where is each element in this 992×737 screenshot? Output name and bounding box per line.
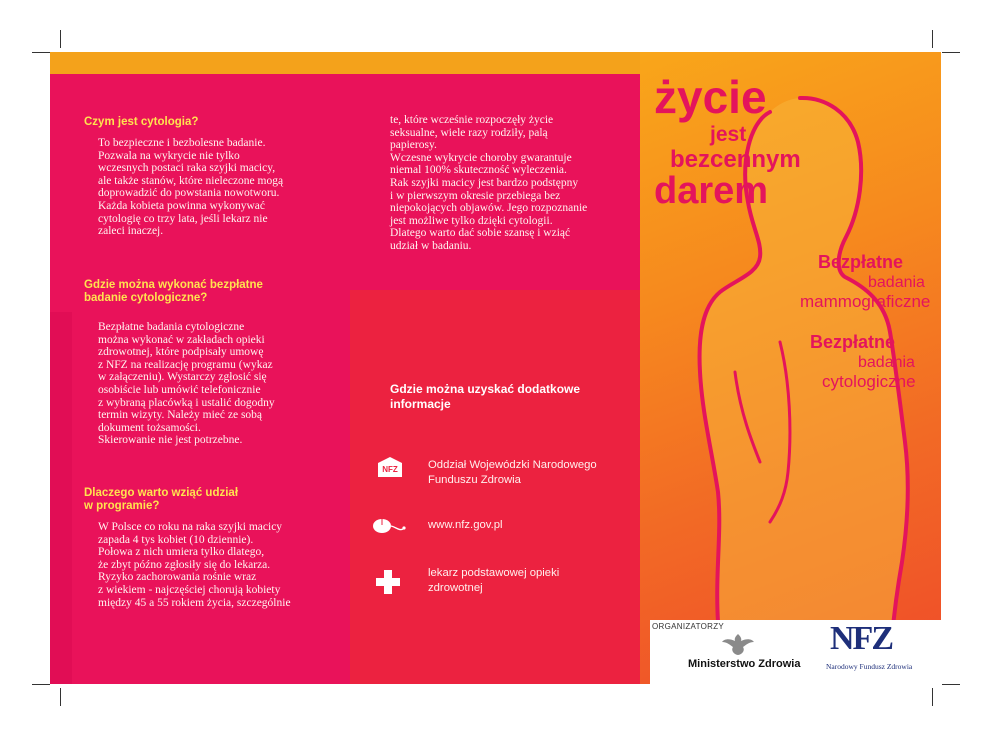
nfz-badge-icon	[376, 456, 404, 478]
left-panel-edge	[50, 312, 72, 684]
eagle-icon	[721, 632, 755, 656]
benefit-mammography-line2: badania	[868, 274, 925, 291]
crop-mark	[932, 30, 933, 48]
crop-mark	[932, 688, 933, 706]
crop-mark	[32, 684, 50, 685]
benefit-mammography-bold: Bezpłatne	[818, 252, 904, 272]
nfz-full-name: Narodowy Fundusz Zdrowia	[826, 662, 913, 671]
cover-title-darem: darem	[654, 170, 769, 212]
cover-panel	[640, 52, 941, 684]
benefit-cytology-line3: cytologiczne	[822, 372, 916, 391]
benefit-mammography-line3: mammograficzne	[800, 292, 931, 311]
benefit-cytology-line2: badania	[858, 354, 915, 371]
leaflet-sheet	[50, 52, 941, 684]
ministry-name: Ministerstwo Zdrowia	[688, 658, 801, 670]
nfz-badge-label: NFZ	[382, 465, 398, 474]
section-heading-what-is-cytology: Czym jest cytologia?	[84, 116, 199, 128]
cover-title-bezcennym: bezcennym	[670, 146, 801, 173]
info-item-branch: Oddział Wojewódzki Narodowego Funduszu Zdrowia	[428, 459, 597, 486]
info-heading: Gdzie można uzyskać dodatkowe informacje	[390, 382, 581, 411]
section-text-where: Bezpłatne badania cytologiczne można wykonać w zakładach opieki zdrowotnej, które podpisały umowę z NFZ na realizację programu (wykaz w załączeniu). Wystarczy zgłosić się osobiście lub umówić telefonicznie z wybraną placówką i ustalić dogodny termin wizyty. Należy mieć ze sobą dokument tożsamości. Skierowanie nie jest potrzebne.	[98, 321, 275, 447]
benefit-cytology-bold: Bezpłatne	[810, 332, 896, 352]
crop-mark	[942, 52, 960, 53]
middle-text: te, które wcześnie rozpoczęły życie seksualne, wiele razy rodziły, palą papierosy. Wczesne wykrycie choroby gwarantuje niemal 100% skuteczność wyleczenia. Rak szyjki macicy jest bardzo podstępny i w pierwszym okresie przebiega bez niepokojących objawów. Jego rozpoznanie jest możliwe tylko dzięki cytologii. Dlatego warto dać sobie szansę i wziąć udział w badaniu.	[390, 114, 588, 252]
cover-title-jest: jest	[710, 123, 747, 146]
crop-mark	[60, 30, 61, 48]
nfz-logo: NFZ	[830, 620, 892, 657]
mouse-icon	[372, 515, 408, 537]
section-heading-why: Dlaczego warto wziąć udział w programie?	[84, 487, 239, 512]
crop-mark	[60, 688, 61, 706]
info-item-doctor: lekarz podstawowej opieki zdrowotnej	[428, 567, 560, 594]
section-text-why: W Polsce co roku na raka szyjki macicy zapada 4 tys kobiet (10 dziennie). Połowa z nich umiera tylko dlatego, że zbyt późno zgłosiły się do lekarza. Ryzyko zachorowania rośnie wraz z wiekiem - najczęściej chorują kobiety między 45 a 55 rokiem życia, szczególnie	[98, 521, 291, 609]
cross-icon	[376, 570, 400, 594]
crop-mark	[32, 52, 50, 53]
cover-title-zycie: życie	[654, 71, 767, 123]
info-item-website: www.nfz.gov.pl	[428, 519, 503, 531]
section-heading-where: Gdzie można wykonać bezpłatne badanie cytologiczne?	[84, 279, 263, 304]
crop-mark	[942, 684, 960, 685]
organizers-label: ORGANIZATORZY	[652, 622, 725, 631]
section-text-what-is-cytology: To bezpieczne i bezbolesne badanie. Pozwala na wykrycie nie tylko wczesnych postaci raka szyjki macicy, ale także stanów, które nieleczone mogą doprowadzić do powstania nowotworu. Każda kobieta powinna wykonywać cytologię co trzy lata, jeśli lekarz nie zaleci inaczej.	[98, 137, 284, 238]
organizers-footer	[650, 620, 941, 684]
